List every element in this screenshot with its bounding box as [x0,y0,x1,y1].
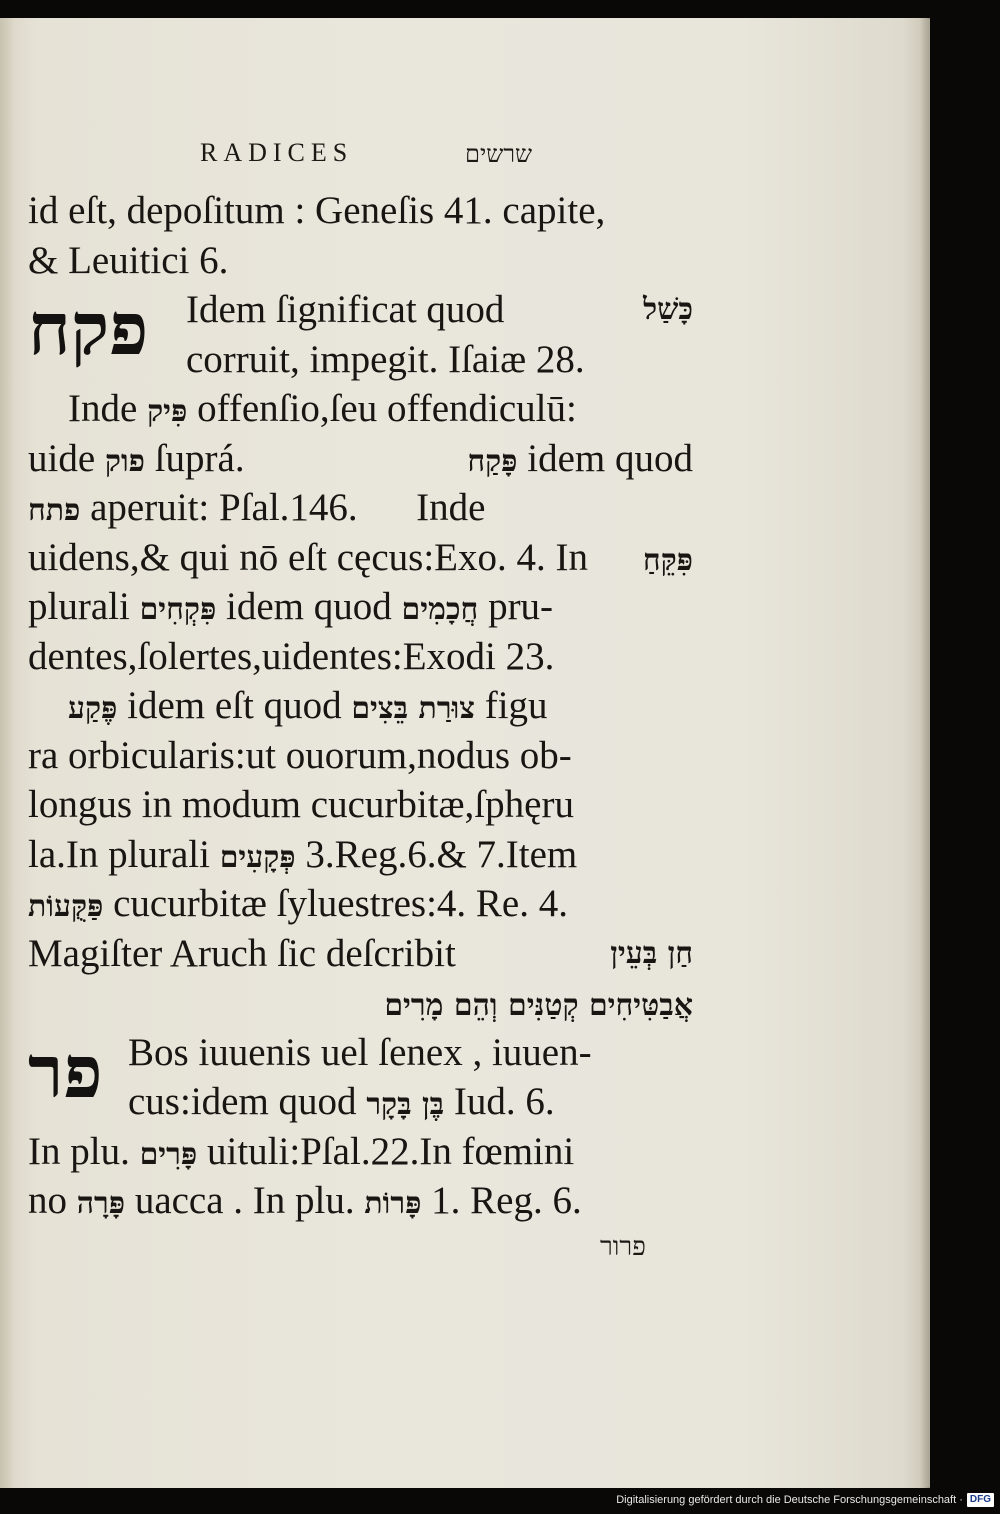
line-text: Iud. 6. [444,1080,555,1123]
running-head-hebrew: שרשים [465,140,533,168]
book-page [0,18,930,1488]
entry-par [28,1028,693,1127]
hebrew-word: פְּקָעִים [219,839,296,875]
hebrew-word: אֲבַטִּיחִים קְטַנִּים וְהֵם מָרִים [384,988,693,1023]
line-text: uidens,& qui nō eſt cęcus:Exo. 4. In [28,535,588,579]
entry-paqah [28,285,693,384]
line-text: Bos iuuenis uel ſenex , iuuen- [128,1030,592,1074]
line-text: dentes,ſolertes,uidentes:Exodi 23. [28,634,555,678]
text-line [28,929,693,979]
text-line [28,533,693,583]
text-line [28,780,693,830]
line-text: uituli:Pſal.22.In fœmini [197,1129,575,1173]
text-line [28,582,693,632]
hebrew-word: צוּרַת בֵּצִים [351,691,475,726]
hebrew-word: פָּרוֹת [364,1186,422,1221]
line-text: cus:idem quod [128,1080,367,1123]
text-line: & Leuitici 6. [28,238,229,282]
line-text: la.In plurali [28,832,220,876]
text-line [28,1176,693,1226]
text-line [28,1028,693,1078]
line-text: longus in modum cucurbitæ,ſphęru [28,783,574,826]
text-line [28,830,693,880]
hebrew-word: חַן בְּעֵין [610,935,693,971]
text-line [28,978,693,1028]
text-line [28,681,693,731]
text-line [28,632,693,682]
footer-credit [616,1490,994,1510]
text-line [28,1127,693,1177]
line-text: uide [28,436,105,480]
hebrew-word: פָּרִים [139,1136,198,1172]
line-text: offenſio,ſeu offendiculū: [187,387,577,430]
hebrew-word: בֶּן בָּקָר [366,1087,445,1122]
hebrew-word: פִּיק [147,394,188,429]
line-text: pru- [478,585,554,628]
hebrew-word: חֲכָמִים [401,592,479,627]
line-text: 3.Reg.6.& 7.Item [295,832,578,876]
line-text: idem quod [216,585,402,628]
line-text: In plu. [28,1129,140,1173]
text-line [28,285,693,335]
text-line [28,731,693,781]
headword-paqah: פקח [28,286,149,371]
line-text: idem eſt quod [117,684,352,727]
text-line [28,1077,693,1127]
line-text: no [28,1179,77,1222]
line-text: ſuprá. [144,436,304,480]
running-head [0,138,930,178]
main-text [28,186,693,1226]
headword-par: פר [28,1028,103,1114]
text-line [28,434,693,484]
line-text: aperuit: Pſal.146. Inde [80,486,496,529]
hebrew-word: פִּקֵּחַ [642,542,693,578]
hebrew-word: כָּשַׁל [643,292,693,327]
text-line [28,384,693,434]
line-text: uacca . In plu. [125,1179,365,1222]
hebrew-word: פָּרָה [76,1186,126,1221]
hebrew-word: פָּקַח [467,443,518,479]
line-text: corruit, impegit. Iſaiæ 28. [186,337,585,381]
dfg-logo: DFG [967,1493,994,1507]
text-line [28,879,693,929]
hebrew-word: פתח [28,493,81,528]
footer-text: Digitalisierung gefördert durch die Deutsche Forschungsgemeinschaft · [616,1494,963,1506]
gutter-shadow [0,18,14,1488]
line-text: Inde [68,387,148,430]
page-edge [920,18,930,1488]
hebrew-word: פִּקְחִים [139,592,217,627]
hebrew-word: פֶּקַע [68,691,118,726]
text-line [28,335,693,385]
catchword: פרור [600,1232,646,1262]
line-text: Magiſter Aruch ſic deſcribit [28,931,456,975]
text-line: id eſt, depoſitum : Geneſis 41. capite, [28,189,606,232]
line-text: Idem ſignificat quod [186,288,505,331]
line-text: idem quod [517,436,693,480]
line-text: plurali [28,585,140,628]
line-text: ra orbicularis:ut ouorum,nodus ob- [28,733,572,777]
running-head-latin: RADICES [200,138,354,167]
line-text: figu [474,684,548,727]
line-text: 1. Reg. 6. [421,1179,582,1222]
hebrew-word: פוק [104,443,145,479]
hebrew-word: פַּקֻּעוֹת [28,889,104,924]
line-text: cucurbitæ ſyluestres:4. Re. 4. [103,882,568,925]
